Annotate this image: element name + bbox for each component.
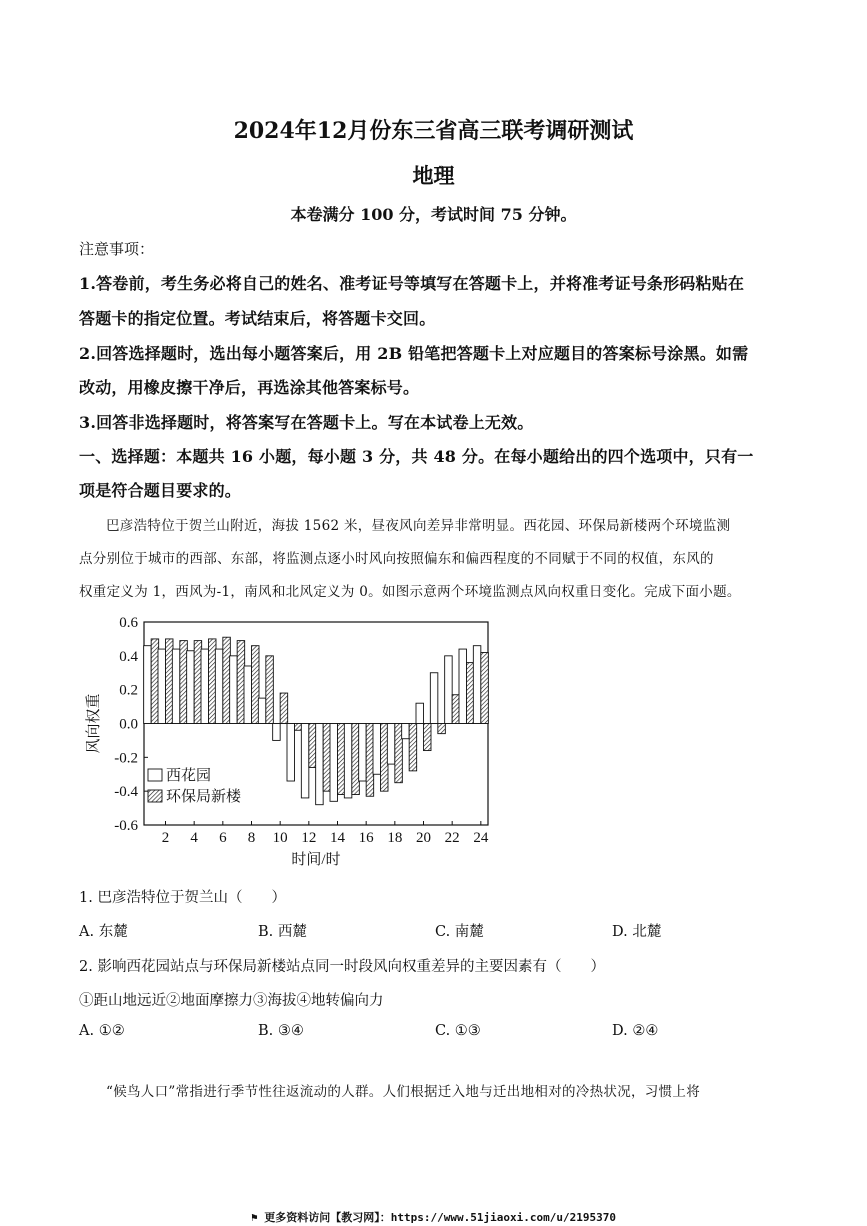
question-2-stem: 2. 影响西花园站点与环保局新楼站点同一时段风向权重差异的主要因素有（ ） bbox=[79, 959, 605, 975]
bar-xihuayuan bbox=[430, 673, 438, 724]
bar-huanbaoju bbox=[209, 639, 217, 724]
notice-line: 3.回答非选择题时，将答案写在答题卡上。写在本试卷上无效。 bbox=[79, 413, 534, 432]
bar-huanbaoju bbox=[381, 724, 389, 792]
page-title: 2024年12月份东三省高三联考调研测试 bbox=[233, 118, 634, 144]
bar-huanbaoju bbox=[223, 637, 231, 723]
bar-xihuayuan bbox=[387, 724, 395, 765]
y-tick-label: 0.0 bbox=[119, 716, 138, 733]
bar-huanbaoju bbox=[424, 724, 432, 751]
bar-huanbaoju bbox=[366, 724, 374, 797]
question-2-factors: ①距山地远近②地面摩擦力③海拔④地转偏向力 bbox=[79, 993, 384, 1009]
bar-huanbaoju bbox=[280, 693, 288, 723]
bar-huanbaoju bbox=[395, 724, 403, 783]
bar-xihuayuan bbox=[330, 724, 338, 802]
bar-xihuayuan bbox=[230, 656, 238, 724]
bar-huanbaoju bbox=[266, 656, 274, 724]
bar-huanbaoju bbox=[323, 724, 331, 792]
bar-xihuayuan bbox=[359, 724, 367, 782]
y-tick-label: 0.6 bbox=[119, 615, 138, 631]
x-tick-label: 16 bbox=[358, 830, 374, 846]
bar-xihuayuan bbox=[273, 724, 281, 741]
x-tick-label: 6 bbox=[219, 830, 227, 846]
bar-xihuayuan bbox=[416, 703, 424, 723]
x-tick-label: 18 bbox=[387, 830, 403, 846]
bar-xihuayuan bbox=[215, 649, 223, 723]
bar-huanbaoju bbox=[180, 641, 188, 724]
x-tick-label: 8 bbox=[247, 830, 256, 846]
bar-huanbaoju bbox=[409, 724, 417, 771]
bar-huanbaoju bbox=[166, 639, 174, 724]
bar-xihuayuan bbox=[402, 724, 410, 739]
x-tick-label: 24 bbox=[473, 830, 489, 846]
q1-option-b[interactable]: B. 西麓 bbox=[258, 924, 307, 940]
bar-huanbaoju bbox=[352, 724, 360, 795]
bar-xihuayuan bbox=[158, 649, 166, 723]
legend-label: 环保局新楼 bbox=[166, 789, 242, 805]
x-tick-label: 4 bbox=[190, 830, 198, 846]
bar-xihuayuan bbox=[316, 724, 324, 805]
y-tick-label: -0.6 bbox=[114, 818, 138, 834]
bar-xihuayuan bbox=[187, 651, 195, 724]
x-tick-label: 2 bbox=[161, 830, 170, 846]
footer-link[interactable] bbox=[0, 1209, 867, 1225]
bar-xihuayuan bbox=[287, 724, 295, 782]
x-tick-label: 22 bbox=[444, 830, 460, 846]
bar-huanbaoju bbox=[252, 646, 260, 724]
y-tick-label: -0.4 bbox=[114, 784, 138, 801]
q1-option-c[interactable]: C. 南麓 bbox=[435, 924, 484, 940]
bar-xihuayuan bbox=[473, 646, 481, 724]
question-1-stem: 1. 巴彦浩特位于贺兰山（ ） bbox=[79, 890, 286, 906]
x-tick-label: 14 bbox=[330, 830, 345, 846]
bar-huanbaoju bbox=[151, 639, 159, 724]
q2-option-c[interactable]: C. ①③ bbox=[435, 1023, 481, 1039]
legend-swatch-huanbaoju bbox=[148, 790, 162, 802]
score-line: 本卷满分 100 分，考试时间 75 分钟。 bbox=[290, 205, 577, 224]
notice-line: 改动，用橡皮擦干净后，再选涂其他答案标号。 bbox=[79, 378, 420, 397]
bar-xihuayuan bbox=[258, 698, 266, 723]
x-tick-label: 20 bbox=[416, 830, 431, 846]
subject-title: 地理 bbox=[412, 163, 455, 188]
y-tick-label: 0.2 bbox=[119, 682, 138, 699]
bar-xihuayuan bbox=[373, 724, 381, 775]
bar-xihuayuan bbox=[244, 666, 252, 724]
notice-line: 答题卡的指定位置。考试结束后，将答题卡交回。 bbox=[79, 309, 436, 328]
bar-xihuayuan bbox=[201, 649, 209, 723]
y-axis-label: 风向权重 bbox=[86, 693, 102, 754]
bar-xihuayuan bbox=[301, 724, 309, 798]
legend-swatch-xihuayuan bbox=[148, 769, 162, 781]
y-tick-label: -0.2 bbox=[114, 750, 138, 767]
notice-line: 1.答卷前，考生务必将自己的姓名、准考证号等填写在答题卡上，并将准考证号条形码粘贴在 bbox=[79, 274, 745, 293]
q2-option-d[interactable]: D. ②④ bbox=[612, 1023, 659, 1039]
passage-line: 巴彦浩特位于贺兰山附近，海拔 1562 米，昼夜风向差异非常明显。西花园、环保局新楼两个环境监测 bbox=[106, 518, 731, 534]
y-tick-label: 0.4 bbox=[119, 648, 138, 665]
legend-label: 西花园 bbox=[166, 768, 212, 784]
bar-xihuayuan bbox=[459, 649, 467, 723]
x-tick-label: 10 bbox=[272, 830, 288, 846]
bar-xihuayuan bbox=[144, 646, 152, 724]
bar-xihuayuan bbox=[172, 649, 180, 723]
bar-huanbaoju bbox=[194, 641, 202, 724]
bar-xihuayuan bbox=[344, 724, 352, 798]
section-heading: 一、选择题：本题共 16 小题，每小题 3 分，共 48 分。在每小题给出的四个选项中，只有一 bbox=[79, 447, 754, 466]
passage-line: 点分别位于城市的西部、东部，将监测点逐小时风向按照偏东和偏西程度的不同赋于不同的权值，东风的 bbox=[79, 551, 714, 567]
q2-option-a[interactable]: A. ①② bbox=[79, 1023, 125, 1039]
bar-huanbaoju bbox=[452, 695, 460, 724]
q1-option-d[interactable]: D. 北麓 bbox=[612, 924, 662, 940]
bar-huanbaoju bbox=[237, 641, 245, 724]
passage-line: “候鸟人口”常指进行季节性往返流动的人群。人们根据迁入地与迁出地相对的冷热状况，习惯上将 bbox=[106, 1084, 701, 1100]
flag-icon: ⚑ bbox=[251, 1211, 258, 1224]
x-tick-label: 12 bbox=[301, 830, 317, 846]
q2-option-b[interactable]: B. ③④ bbox=[258, 1023, 304, 1039]
bar-xihuayuan bbox=[445, 656, 453, 724]
bar-huanbaoju bbox=[481, 652, 489, 723]
notice-line: 2.回答选择题时，选出每小题答案后，用 2B 铅笔把答题卡上对应题目的答案标号涂黑。如需 bbox=[79, 344, 749, 363]
notice-heading: 注意事项： bbox=[79, 240, 155, 258]
bar-huanbaoju bbox=[467, 663, 475, 724]
x-axis-label: 时间/时 bbox=[291, 852, 341, 868]
bar-huanbaoju bbox=[438, 724, 446, 734]
bar-huanbaoju bbox=[309, 724, 317, 768]
footer-text[interactable]: 更多资料访问【教习网】：https://www.51jiaoxi.com/u/2195370 bbox=[264, 1211, 616, 1224]
q1-option-a[interactable]: A. 东麓 bbox=[79, 924, 128, 940]
section-heading: 项是符合题目要求的。 bbox=[79, 481, 242, 500]
passage-line: 权重定义为 1，西风为-1，南风和北风定义为 0。如图示意两个环境监测点风向权重日变化。完成下面小题。 bbox=[79, 584, 741, 600]
bar-huanbaoju bbox=[295, 724, 303, 731]
bar-huanbaoju bbox=[338, 724, 346, 795]
wind-weight-chart bbox=[82, 608, 492, 870]
